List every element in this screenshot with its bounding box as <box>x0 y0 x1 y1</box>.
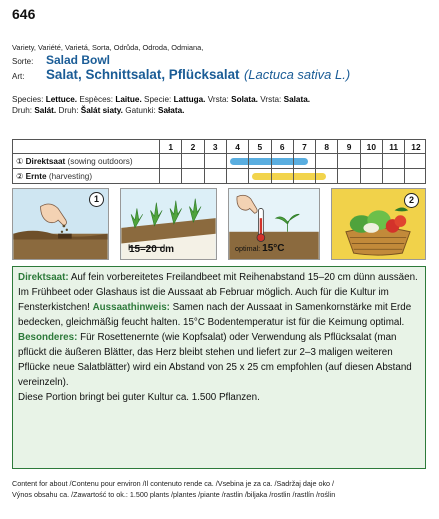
sowing-hint-heading: Aussaathinweis: <box>92 302 170 313</box>
footer-line-2: Výnos obsahu ca. /Zawartość to ok.: 1.500 plants /plantes /piante /rastlin /biljaka /rostlin /rastlín /roślin <box>12 490 336 499</box>
optimal-temperature: optimal: 15°C <box>235 243 285 254</box>
month-4: 4 <box>226 140 248 184</box>
content-footer <box>12 478 335 500</box>
latin-name: (Lactuca sativa L.) <box>243 67 351 82</box>
month-5: 5 <box>248 140 270 184</box>
variety-label: Variety, Variété, Varietá, Sorta, Odrůda, Odroda, Odmiana, <box>12 43 204 52</box>
month-12: 12 <box>404 140 426 184</box>
variety-name: Salad Bowl <box>46 53 111 67</box>
direct-sowing-heading: Direktsaat: <box>18 272 69 283</box>
harvest-en: (harvesting) <box>48 172 93 181</box>
art-prefix: Art: <box>12 72 25 81</box>
temperature-illustration <box>228 188 320 260</box>
footer-line-1: Content for about /Contenu pour environ /Il contenuto rende ca. /Vsebina je za ca. /Sadržaj daje oko / <box>12 479 335 488</box>
harvest-label: Ernte <box>25 172 47 181</box>
month-9: 9 <box>337 140 359 184</box>
month-11: 11 <box>382 140 404 184</box>
sowing-marker: ① <box>16 157 24 166</box>
variety-name-row <box>12 54 110 67</box>
harvest-marker: ② <box>16 172 24 181</box>
instructions-box <box>12 266 426 469</box>
month-6: 6 <box>271 140 293 184</box>
spacing-illustration <box>120 188 217 260</box>
special-notes-heading: Besonderes: <box>18 332 78 343</box>
step-1-badge: 1 <box>89 192 104 207</box>
row-distance-label: 15–20 cm <box>129 244 175 255</box>
species-translations-2: Druh: Salát. Druh: Šalát siaty. Gatunki: Sałata. <box>12 106 185 115</box>
instructions-paragraph-1: Direktsaat: Auf fein vorbereitetes Freilandbeet mit Reihenabstand 15–20 cm dünn aussäen. Im Frühbeet oder Glashaus ist die Aussaat ab Februar möglich. Auch für die Kultur im Fensterkistchen! Aussaathinweis: Samen nach der Aussaat in Samenkornstärke mit Erde bedecken, gleichmäßig feucht halten. 15°C Bodentemperatur ist für die Keimung optimal. <box>18 272 418 328</box>
harvest-illustration <box>331 188 426 260</box>
month-8: 8 <box>315 140 337 184</box>
instructions-paragraph-3: Diese Portion bringt bei guter Kultur ca. 1.500 Pflanzen. <box>18 392 260 403</box>
month-3: 3 <box>204 140 226 184</box>
species-name: Salat, Schnittsalat, Pflücksalat <box>46 67 240 82</box>
sorte-prefix: Sorte: <box>12 57 34 66</box>
instructions-paragraph-2: Besonderes: Für Rosettenernte (wie Kopfsalat) oder Verwendung als Pflücksalat (man pflückt die äußeren Blätter, das Herz bleibt stehen und liefert zur 2–3 maligen weiteren Pflücke neue Salatblätter) wird ein Abstand von 25 x 25 cm empfohlen (auf diesen Abstand vereinzeln). <box>18 332 412 388</box>
month-1: 1 <box>159 140 181 184</box>
sowing-en: (sowing outdoors) <box>67 157 133 166</box>
month-7: 7 <box>293 140 315 184</box>
sowing-illustration <box>12 188 109 260</box>
step-2-badge: 2 <box>404 193 419 208</box>
sowing-calendar <box>12 139 426 184</box>
species-name-row <box>12 68 350 84</box>
month-10: 10 <box>360 140 382 184</box>
product-code: 646 <box>12 6 36 22</box>
month-2: 2 <box>181 140 203 184</box>
sowing-label: Direktsaat <box>25 157 66 166</box>
species-translations-1: Species: Lettuce. Espèces: Laitue. Specie: Lattuga. Vrsta: Solata. Vrsta: Salata. <box>12 95 311 104</box>
